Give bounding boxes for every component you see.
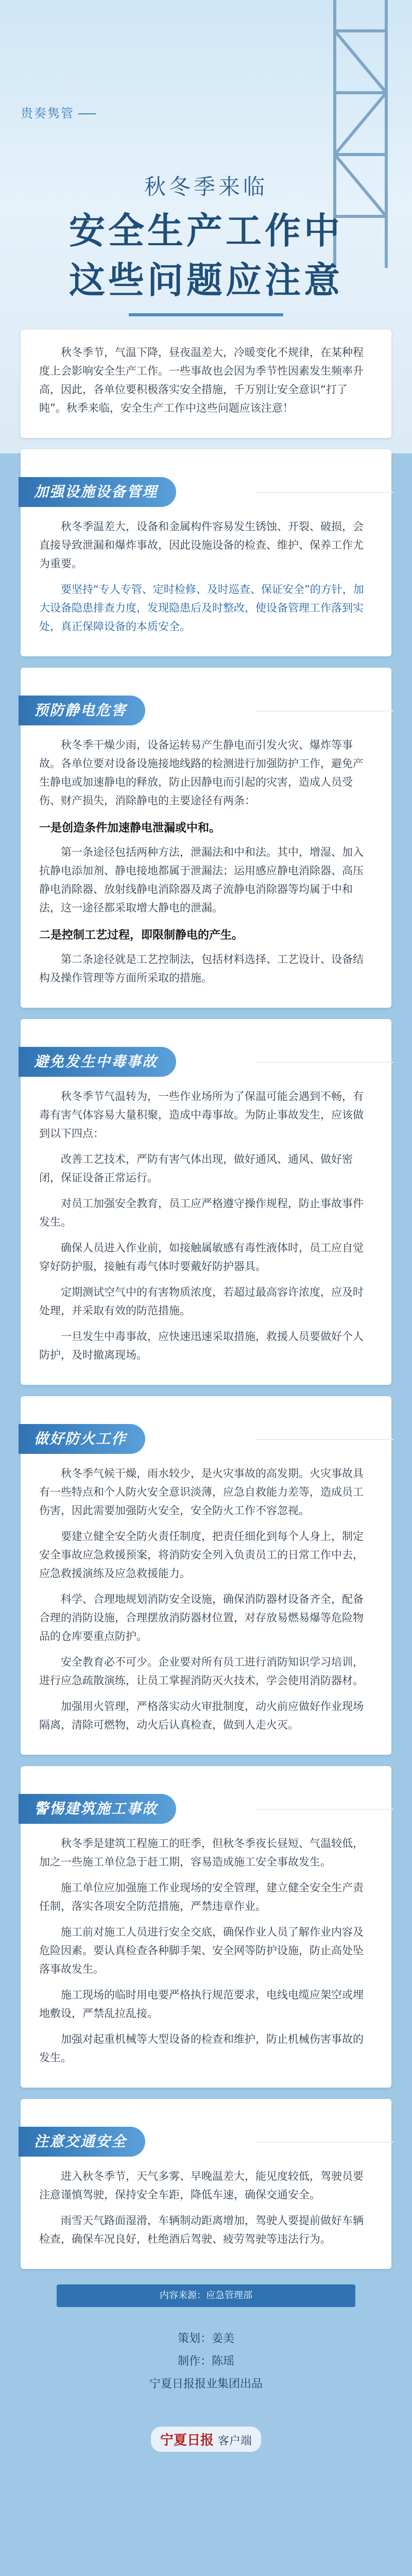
section-traffic bbox=[21, 2099, 391, 2269]
intro-card bbox=[21, 330, 391, 438]
paragraph: 科学、合理地规划消防安全设施，确保消防器材设备齐全，配备合理的消防设施，合理摆放消防器材位置，对存放易燃易爆等危险物品的仓库要重点防护。 bbox=[39, 1593, 364, 1642]
section-poisoning bbox=[21, 1019, 391, 1385]
paragraph: 秋冬季是建筑工程施工的旺季，但秋冬季夜长昼短、气温较低，加之一些施工单位急于赶工期，容易造成施工安全事故发生。 bbox=[39, 1837, 364, 1868]
paragraph: 定期测试空气中的有害物质浓度，若超过最高容许浓度，应及时处理，并采取有效的防范措施。 bbox=[39, 1286, 364, 1317]
hero-title bbox=[0, 206, 412, 305]
section-fire bbox=[21, 1396, 391, 1755]
paragraph: 施工前对施工人员进行安全交底，确保作业人员了解作业内容及危险因素。要认真检查各种脚手架、安全网等防护设施，防止高处坠落事故发生。 bbox=[39, 1926, 364, 1975]
title-underline bbox=[129, 313, 283, 316]
paragraph: 对员工加强安全教育，员工应严格遵守操作规程，防止事故事件发生。 bbox=[39, 1197, 364, 1228]
hero-title-line-2: 这些问题应注意 bbox=[69, 259, 343, 301]
point-heading: 二是控制工艺过程，即限制静电的产生。 bbox=[39, 929, 244, 942]
section-static bbox=[21, 668, 391, 1008]
paragraph: 施工单位应加强施工作业现场的安全管理，建立健全安全生产责任制，落实各项安全防范措施，严禁违章作业。 bbox=[39, 1882, 364, 1912]
paragraph: 要坚持“专人专管、定时检修、及时巡查、保证安全”的方针，加大设备隐患排查力度，发现隐患后及时整改，使设备管理工作落到实处，真正保障设备的本质安全。 bbox=[39, 583, 364, 633]
hero-title-line-1: 安全生产工作中 bbox=[69, 209, 343, 252]
section-title: 避免发生中毒事故 bbox=[19, 1047, 176, 1077]
source-banner: 内容来源：应急管理部 bbox=[57, 2284, 355, 2307]
section-title: 注意交通安全 bbox=[19, 2127, 145, 2157]
section-heading bbox=[34, 477, 373, 508]
paragraph: 雨雪天气路面湿滑，车辆制动距离增加，驾驶人要提前做好车辆检查，确保车况良好，杜绝酒后驾驶、疲劳驾驶等违法行为。 bbox=[39, 2214, 364, 2245]
section-title: 做好防火工作 bbox=[19, 1424, 145, 1454]
editor-credit: 策划：姜美 bbox=[177, 2332, 235, 2345]
publisher-logo: 宁夏日报 客户端 bbox=[151, 2427, 261, 2452]
section-equipment bbox=[21, 449, 391, 656]
paragraph: 改善工艺技术，严防有害气体出现，做好通风、通风、做好密闭，保证设备正常运行。 bbox=[39, 1153, 353, 1184]
paragraph: 秋冬季温差大，设备和金属构件容易发生锈蚀、开裂、破损，会直接导致泄漏和爆炸事故，因此设施设备的检查、维护、保养工作尤为重要。 bbox=[39, 520, 364, 570]
publisher-credit: 宁夏日报报业集团出品 bbox=[149, 2378, 263, 2391]
producer-credit: 制作：陈瑶 bbox=[177, 2355, 235, 2368]
section-heading bbox=[34, 1794, 373, 1825]
credits bbox=[21, 2328, 391, 2396]
section-heading bbox=[34, 2127, 373, 2158]
section-heading bbox=[34, 696, 373, 726]
paragraph: 秋冬季气候干燥，雨水较少，是火灾事故的高发期。火灾事故具有一些特点和个人防火安全意识淡薄，应急自救能力差等，造成员工伤害，因此需要加强防火安全，安全防火工作不容忽视。 bbox=[39, 1467, 364, 1517]
point-heading: 一是创造条件加速静电泄漏或中和。 bbox=[39, 822, 221, 835]
article-body bbox=[21, 330, 391, 2452]
intro-paragraph: 秋冬季节，气温下降，昼夜温差大，冷暖变化不规律，在某种程度上会影响安全生产工作。一些事故也会因为季节性因素发生频率升高，因此，各单位要积极落实安全措施，千万别让安全意识“打了盹”。秋季来临，安全生产工作中这些问题应该注意！ bbox=[39, 346, 364, 414]
logo-row bbox=[21, 2427, 391, 2452]
hero-subtitle: 秋冬季来临 bbox=[144, 174, 268, 199]
paragraph: 第一条途径包括两种方法，泄漏法和中和法。其中，增湿、加入抗静电添加剂、静电接地都属于泄漏法；运用感应静电消除器、高压静电消除器、放射线静电消除器及离子流静电消除器等均属于中和法，这一途径都采取增大静电的泄漏。 bbox=[39, 846, 364, 914]
paragraph: 进入秋冬季节，天气多雾、早晚温差大，能见度较低，驾驶员要注意谨慎驾驶，保持安全车距，降低车速，确保交通安全。 bbox=[39, 2170, 364, 2201]
section-title: 加强设施设备管理 bbox=[19, 477, 176, 507]
paragraph: 安全教育必不可少。企业要对所有员工进行消防知识学习培训，进行应急疏散演练，让员工掌握消防灭火技术，学会使用消防器材。 bbox=[39, 1656, 364, 1687]
paragraph: 确保人员进入作业前，如接触属敏感有毒性液体时，员工应自觉穿好防护服，接触有毒气体时要戴好防护器具。 bbox=[39, 1242, 364, 1273]
paragraph: 施工现场的临时用电要严格执行规范要求，电线电缆应架空或埋地敷设，严禁乱拉乱接。 bbox=[39, 1989, 364, 2020]
paragraph: 加强对起重机械等大型设备的检查和维护，防止机械伤害事故的发生。 bbox=[39, 2033, 364, 2064]
paragraph: 秋冬季干燥少雨，设备运转易产生静电而引发火灾、爆炸等事故。各单位要对设备设施接地线路的检测进行加强防护工作，避免产生静电或加速静电的释放，防止因静电而引起的灾害，造成人员受伤、财产损失，消除静电的主要途径有两条： bbox=[39, 739, 364, 807]
section-title: 预防静电危害 bbox=[19, 696, 145, 725]
paragraph: 第二条途径就是工艺控制法，包括材料选择、工艺设计、设备结构及操作管理等方面所采取的措施。 bbox=[39, 953, 364, 984]
section-heading bbox=[34, 1047, 373, 1078]
section-title: 警惕建筑施工事故 bbox=[19, 1794, 176, 1824]
brand-label: 贵奏隽管 bbox=[21, 103, 96, 121]
paragraph: 一旦发生中毒事故，应快速迅速采取措施，救援人员要做好个人防护，及时撤离现场。 bbox=[39, 1330, 364, 1361]
paragraph: 秋冬季节气温转为，一些作业场所为了保温可能会遇到不畅，有毒有害气体容易大量积聚，造成中毒事故。为防止事故发生，应该做到以下四点： bbox=[39, 1090, 364, 1140]
paragraph: 加强用火管理，严格落实动火审批制度，动火前应做好作业现场隔离，清除可燃物，动火后认真检查，做到人走火灭。 bbox=[39, 1700, 364, 1731]
section-construction bbox=[21, 1766, 391, 2088]
paragraph: 要建立健全安全防火责任制度，把责任细化到每个人身上，制定安全事故应急救援预案，将消防安全列入负责员工的日常工作中去，应急救援演练及应急救援能力。 bbox=[39, 1530, 364, 1580]
section-heading bbox=[34, 1424, 373, 1455]
